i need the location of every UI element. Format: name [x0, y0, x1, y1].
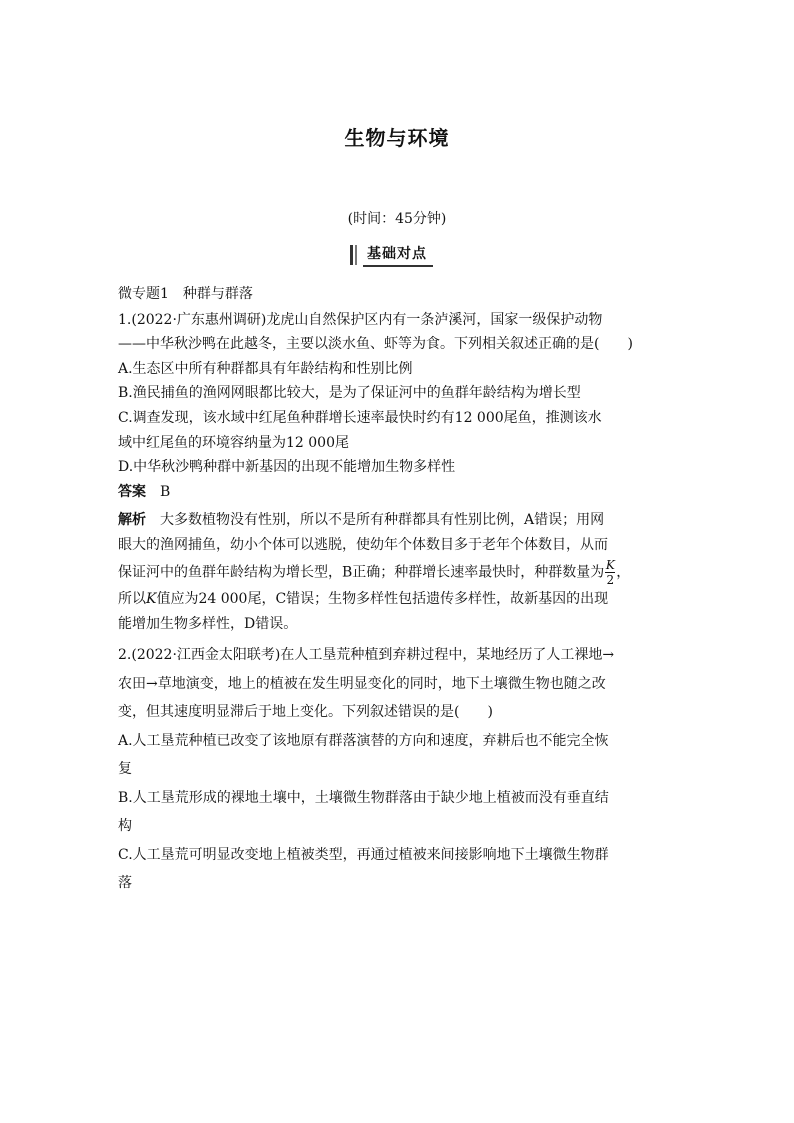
page-title: 生物与环境 — [344, 126, 450, 150]
analysis-text: 保证河中的鱼群年龄结构为增长型，B正确；种群增长速率最快时，种群数量为 — [118, 564, 605, 581]
analysis-text: 值应为24 000尾，C错误；生物多样性包括遗传多样性，故新基因的出现 — [156, 591, 609, 608]
q2-option-a-line: A.人工垦荒种植已改变了该地原有群落演替的方向和速度，弃耕后也不能完全恢 — [118, 732, 609, 749]
answer-value: B — [160, 483, 171, 500]
q2-stem-line: 变，但其速度明显滞后于地上变化。下列叙述错误的是( ) — [118, 704, 493, 721]
q1-option-d: D.中华秋沙鸭种群中新基因的出现不能增加生物多样性 — [118, 459, 456, 476]
q1-answer — [118, 480, 678, 505]
q1-option-c-line: C.调查发现，该水域中红尾鱼种群增长速率最快时约有12 000尾鱼，推测该水 — [118, 409, 602, 426]
q2-option-a-line: 复 — [118, 761, 132, 778]
q2-option-c-line: C.人工垦荒可明显改变地上植被类型，再通过植被来间接影响地下土壤微生物群 — [118, 846, 609, 863]
analysis-label: 解析 — [118, 512, 146, 529]
analysis-line — [118, 558, 678, 587]
q1-option-c-line: 域中红尾鱼的环境容纳量为12 000尾 — [118, 434, 349, 451]
analysis-line — [118, 587, 678, 612]
analysis-text: ， — [616, 564, 631, 581]
q1-option-b: B.渔民捕鱼的渔网网眼都比较大，是为了保证河中的鱼群年龄结构为增长型 — [118, 385, 581, 402]
fraction-numerator: K — [605, 558, 615, 573]
topic-heading: 微专题1 种群与群落 — [118, 286, 253, 302]
k-over-2-fraction — [605, 558, 615, 587]
badge-bars-icon — [350, 245, 357, 265]
k-symbol: K — [146, 591, 157, 608]
q2-stem-line: 2.(2022·江西金太阳联考)在人工垦荒种植到弃耕过程中，某地经历了人工裸地→ — [118, 647, 615, 664]
question-2 — [118, 641, 678, 898]
q1-stem-line: ——中华秋沙鸭在此越冬，主要以淡水鱼、虾等为食。下列相关叙述正确的是( ) — [118, 336, 633, 353]
question-content — [118, 282, 678, 898]
answer-label: 答案 — [118, 483, 146, 500]
q2-stem-line: 农田→草地演变，地上的植被在发生明显变化的同时，地下土壤微生物也随之改 — [118, 675, 606, 692]
q1-stem-line: 1.(2022·广东惠州调研)龙虎山自然保护区内有一条泸溪河，国家一级保护动物 — [118, 311, 603, 328]
q1-option-a: A.生态区中所有种群都具有年龄结构和性别比例 — [118, 360, 413, 377]
analysis-line — [118, 508, 678, 533]
q1-analysis — [118, 508, 678, 637]
analysis-text: 大多数植物没有性别，所以不是所有种群都具有性别比例，A错误；用网 — [160, 512, 605, 529]
analysis-line: 能增加生物多样性，D错误。 — [118, 616, 298, 633]
analysis-line: 眼大的渔网捕鱼，幼小个体可以逃脱，使幼年个体数目多于老年个体数目，从而 — [118, 537, 608, 554]
section-badge-label: 基础对点 — [363, 243, 433, 267]
question-1 — [118, 308, 678, 638]
fraction-denominator: 2 — [606, 573, 615, 588]
q2-option-b-line: B.人工垦荒形成的裸地土壤中，土壤微生物群落由于缺少地上植被而没有垂直结 — [118, 789, 609, 806]
analysis-text: 所以 — [118, 591, 146, 608]
section-badge — [350, 244, 433, 266]
q2-option-c-line: 落 — [118, 875, 132, 892]
time-limit: (时间：45分钟) — [347, 211, 447, 227]
q2-option-b-line: 构 — [118, 818, 132, 835]
